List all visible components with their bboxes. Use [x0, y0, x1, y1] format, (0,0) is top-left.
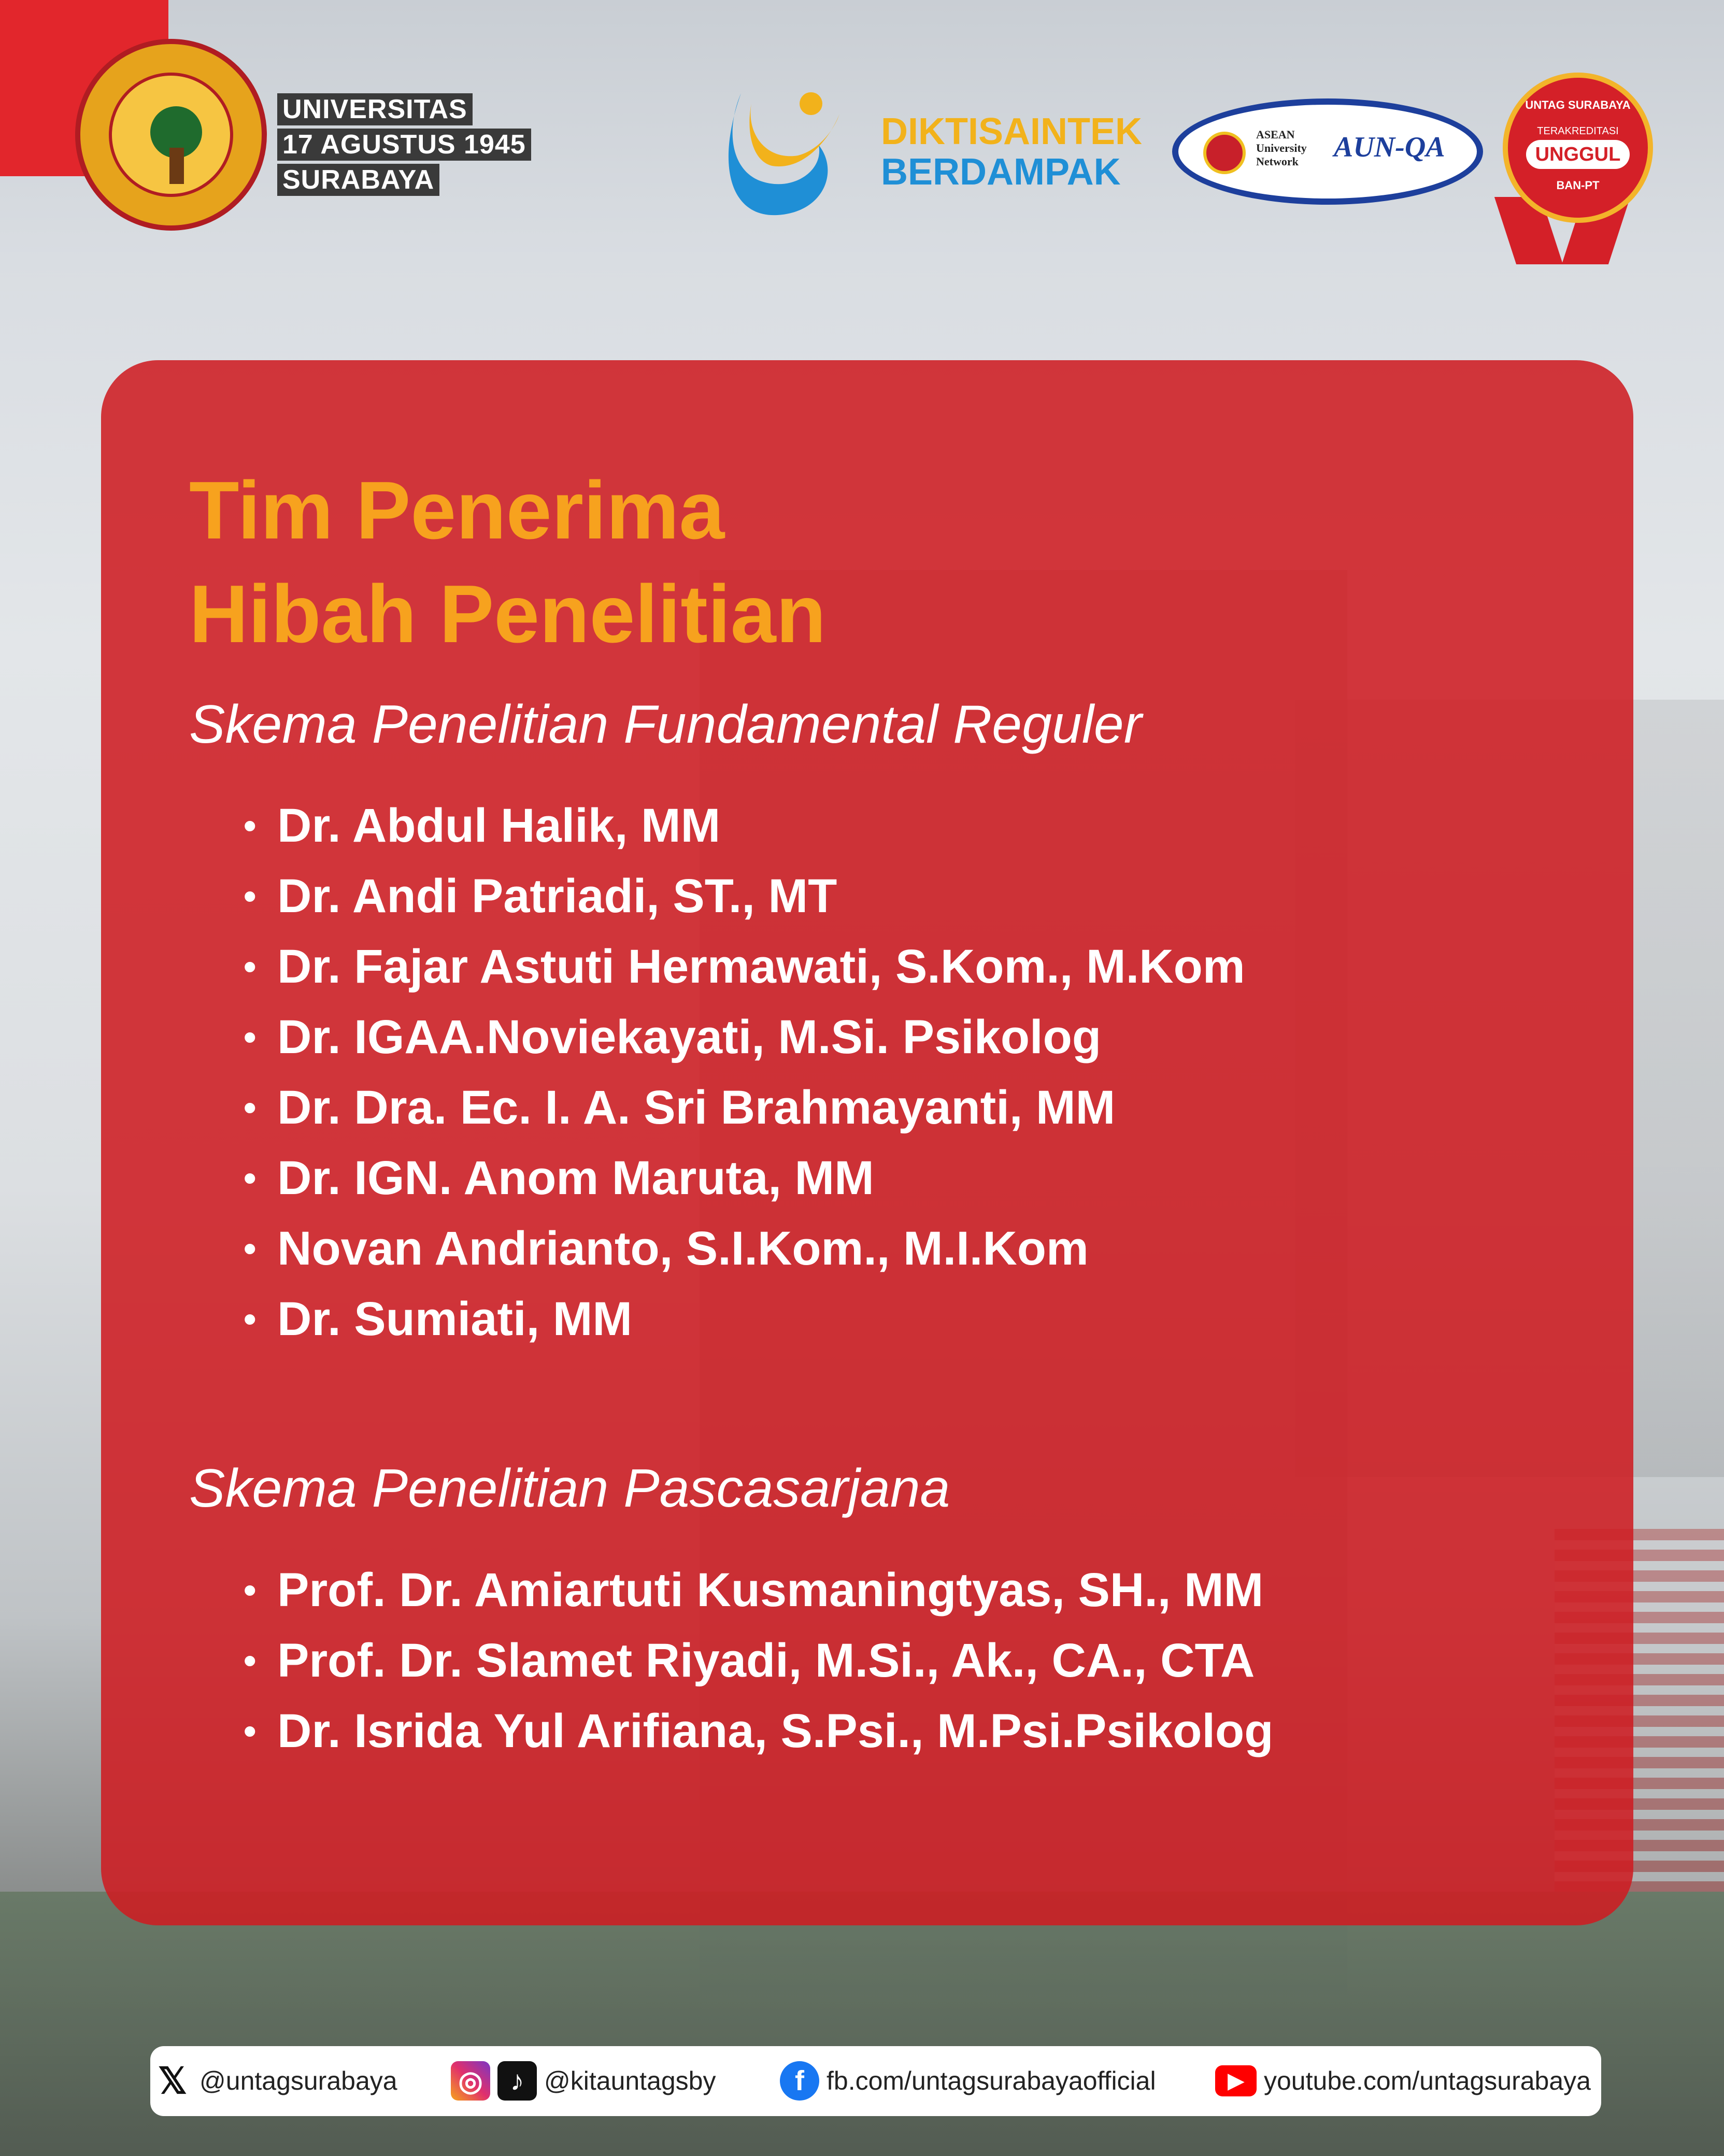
logo-line-1: DIKTISAINTEK — [881, 111, 1142, 152]
instagram-handle-text: @kitauntagsby — [544, 2066, 716, 2095]
twitter-handle-text: @untagsurabaya — [200, 2066, 397, 2095]
background-trees — [0, 1892, 1724, 2156]
instagram-icon: ◎ — [451, 2061, 490, 2101]
facebook-link-text: fb.com/untagsurabayaofficial — [827, 2066, 1156, 2095]
aun-small-text — [1256, 128, 1307, 168]
badge-grade: UNGGUL — [1526, 140, 1630, 169]
list-item: • Dr. Andi Patriadi, ST., MT — [244, 861, 1245, 931]
facebook-icon: f — [780, 2061, 819, 2101]
university-name-line: 17 AGUSTUS 1945 — [277, 129, 531, 161]
instagram-tiktok-handle[interactable] — [451, 2058, 716, 2104]
list-item: • Prof. Dr. Amiartuti Kusmaningtyas, SH., MM — [244, 1555, 1273, 1625]
youtube-link[interactable] — [1215, 2058, 1591, 2104]
badge-sub-text: TERAKREDITASI — [1537, 125, 1619, 137]
x-twitter-icon: 𝕏 — [153, 2061, 192, 2101]
list-item: • Dr. Fajar Astuti Hermawati, S.Kom., M.Kom — [244, 931, 1245, 1002]
list-item: • Dr. Isrida Yul Arifiana, S.Psi., M.Psi.Psikolog — [244, 1696, 1273, 1766]
list-item: • Dr. Abdul Halik, MM — [244, 790, 1245, 861]
title-line: Tim Penerima — [189, 465, 725, 556]
list-item: • Prof. Dr. Slamet Riyadi, M.Si., Ak., CA., CTA — [244, 1625, 1273, 1696]
youtube-link-text: youtube.com/untagsurabaya — [1264, 2066, 1591, 2095]
list-item: • Novan Andrianto, S.I.Kom., M.I.Kom — [244, 1213, 1245, 1284]
aun-small-line: University — [1256, 141, 1307, 154]
member-list — [244, 790, 1245, 1354]
scheme-heading: Skema Penelitian Fundamental Reguler — [189, 694, 1142, 755]
list-item: • Dr. IGAA.Noviekayati, M.Si. Psikolog — [244, 1002, 1245, 1072]
badge-top-text: UNTAG SURABAYA — [1525, 98, 1631, 111]
aun-qa-label: AUN-QA — [1334, 131, 1445, 163]
tiktok-icon: ♪ — [497, 2061, 537, 2101]
facebook-link[interactable] — [780, 2058, 1156, 2104]
member-list — [244, 1555, 1273, 1766]
university-seal-logo — [75, 39, 267, 231]
scheme-heading: Skema Penelitian Pascasarjana — [189, 1458, 950, 1519]
youtube-icon: ▶ — [1215, 2065, 1257, 2096]
university-name-line: UNIVERSITAS — [277, 93, 473, 125]
page-title — [189, 459, 826, 666]
accreditation-badge — [1503, 73, 1653, 223]
badge-bottom-text: BAN-PT — [1556, 179, 1600, 192]
diktisaintek-logo-text — [881, 111, 1142, 192]
diktisaintek-figure-icon — [720, 83, 855, 223]
university-name-line: SURABAYA — [277, 164, 439, 196]
aun-qa-logo — [1172, 98, 1483, 205]
list-item: • Dr. Dra. Ec. I. A. Sri Brahmayanti, MM — [244, 1072, 1245, 1143]
asean-emblem-icon — [1203, 132, 1246, 174]
twitter-handle[interactable] — [153, 2058, 397, 2104]
list-item: • Dr. Sumiati, MM — [244, 1284, 1245, 1354]
logo-line-2: BERDAMPAK — [881, 151, 1121, 193]
university-name — [277, 93, 531, 199]
tree-trunk — [169, 148, 184, 184]
aun-small-line: ASEAN — [1256, 128, 1295, 141]
title-line: Hibah Penelitian — [189, 569, 827, 660]
aun-small-line: Network — [1256, 155, 1299, 168]
list-item: • Dr. IGN. Anom Maruta, MM — [244, 1143, 1245, 1213]
